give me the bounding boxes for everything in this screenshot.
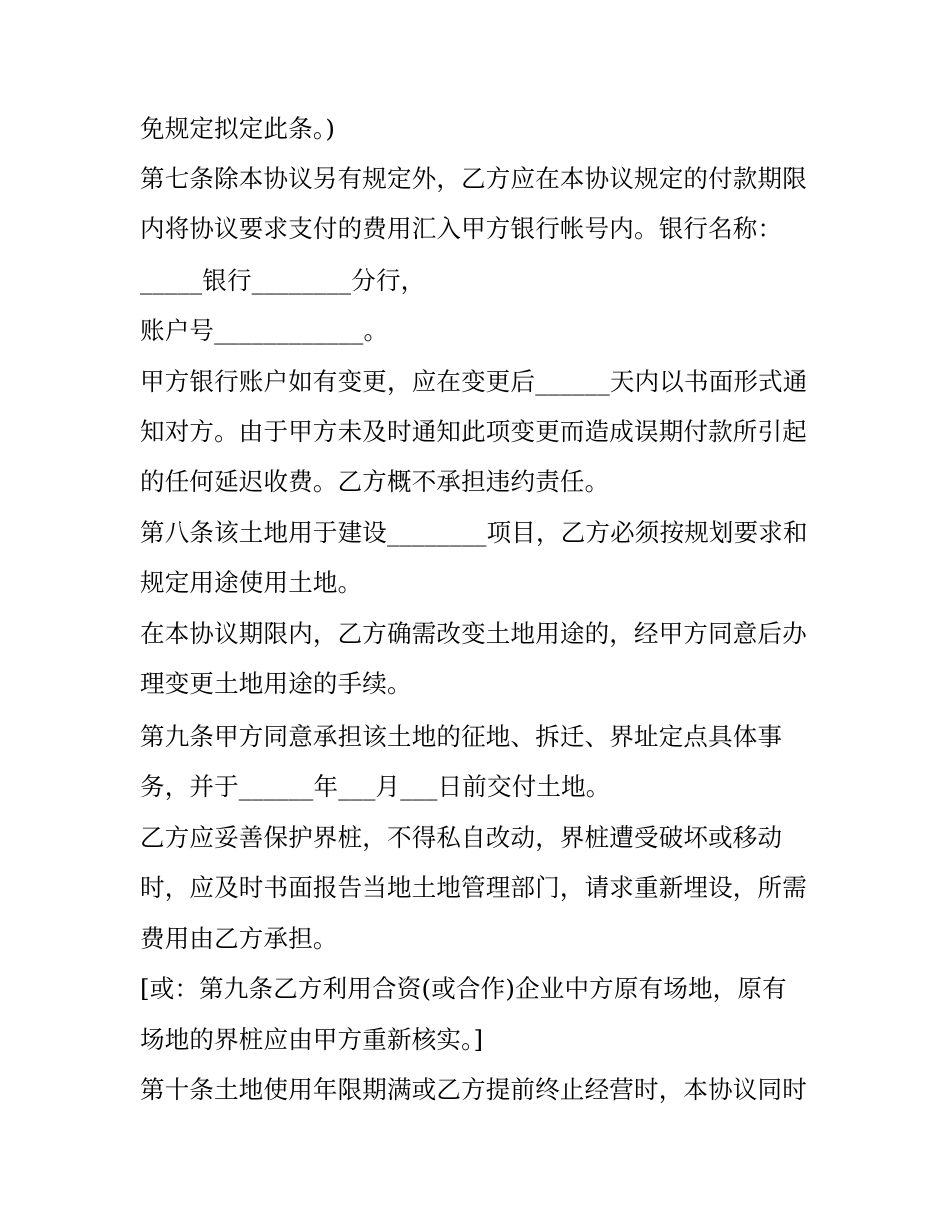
text-line: 内将协议要求支付的费用汇入甲方银行帐号内。银行名称： [140,214,783,243]
text-line: 理变更土地用途的手续。 [140,669,412,698]
text-line: 规定用途使用土地。 [140,568,363,597]
text-line: [或：第九条乙方利用合资(或合作)企业中方原有场地，原有 [140,974,787,1003]
text-line: 在本协议期限内，乙方确需改变土地用途的，经甲方同意后办 [140,619,807,648]
text-line: 费用由乙方承担。 [140,924,338,953]
text-line: 知对方。由于甲方未及时通知此项变更而造成误期付款所引起 [140,417,807,446]
text-line: 第九条甲方同意承担该土地的征地、拆迁、界址定点具体事 [140,722,783,751]
text-line: 乙方应妥善保护界桩，不得私自改动，界桩遭受破坏或移动 [140,823,783,852]
text-line: 账户号____________。 [140,316,389,345]
text-line: 时，应及时书面报告当地土地管理部门，请求重新埋设，所需 [140,873,807,902]
text-line: 场地的界桩应由甲方重新核实。] [140,1025,484,1054]
text-line: 第十条土地使用年限期满或乙方提前终止经营时，本协议同时 [140,1075,807,1104]
text-line: 务，并于______年___月___日前交付土地。 [140,772,611,801]
text-line: 第七条除本协议另有规定外，乙方应在本协议规定的付款期限 [140,164,807,193]
text-line: 第八条该土地用于建设________项目，乙方必须按规划要求和 [140,518,808,547]
text-line: 免规定拟定此条。) [140,114,336,143]
text-line: 甲方银行账户如有变更，应在变更后______天内以书面形式通 [140,367,808,396]
text-line: 的任何延迟收费。乙方概不承担违约责任。 [140,467,610,496]
text-line: _____银行________分行， [140,266,426,295]
